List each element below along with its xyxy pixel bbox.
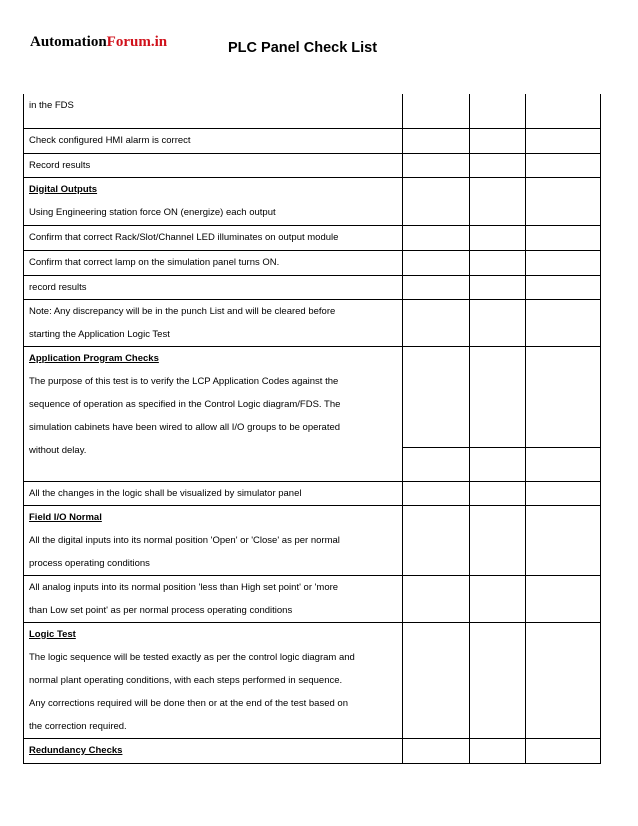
- check-cell[interactable]: [470, 94, 526, 128]
- item-line: Confirm that correct lamp on the simulation panel turns ON.: [29, 256, 280, 268]
- checklist-row: [24, 128, 601, 153]
- checklist-row: [24, 622, 601, 738]
- check-cell[interactable]: [526, 738, 601, 763]
- check-cell[interactable]: [403, 299, 470, 346]
- item-line: normal plant operating conditions, with each steps performed in sequence.: [29, 674, 343, 686]
- item-line: All analog inputs into its normal position 'less than High set point' or 'more: [29, 581, 339, 593]
- item-line: the correction required.: [29, 720, 127, 732]
- section-heading: Field I/O Normal: [29, 511, 102, 523]
- section-heading: Redundancy Checks: [29, 744, 123, 756]
- check-cell[interactable]: [403, 505, 470, 575]
- check-cell[interactable]: [470, 153, 526, 177]
- checklist-row: [24, 481, 601, 505]
- check-cell[interactable]: [470, 622, 526, 738]
- item-line: process operating conditions: [29, 557, 150, 569]
- checklist-row: [24, 346, 601, 481]
- checklist-row: [24, 299, 601, 346]
- check-cell[interactable]: [470, 575, 526, 622]
- checklist-item-text: [24, 622, 403, 738]
- check-cell[interactable]: [526, 250, 601, 275]
- check-cell[interactable]: [403, 128, 470, 153]
- checklist-item-text: [24, 153, 403, 177]
- item-line: than Low set point' as per normal process operating conditions: [29, 604, 293, 616]
- item-line: record results: [29, 281, 87, 293]
- check-cell[interactable]: [470, 250, 526, 275]
- check-cell[interactable]: [403, 225, 470, 250]
- check-cell[interactable]: [526, 94, 601, 128]
- checklist-item-text: [24, 738, 403, 763]
- checklist-item-text: [24, 250, 403, 275]
- logo-text-forum: Forum.in: [106, 34, 168, 50]
- check-cell[interactable]: [526, 575, 601, 622]
- cell-divider: [470, 447, 525, 448]
- check-cell[interactable]: [470, 128, 526, 153]
- checklist-row: [24, 225, 601, 250]
- checklist-item-text: [24, 128, 403, 153]
- checklist-item-text: [24, 575, 403, 622]
- check-cell[interactable]: [526, 346, 601, 481]
- check-cell[interactable]: [526, 299, 601, 346]
- check-cell[interactable]: [526, 275, 601, 299]
- item-line: without delay.: [29, 444, 87, 456]
- check-cell[interactable]: [470, 505, 526, 575]
- item-line: Check configured HMI alarm is correct: [29, 134, 191, 146]
- checklist-body: [24, 94, 601, 763]
- section-heading: Digital Outputs: [29, 183, 98, 195]
- check-cell[interactable]: [403, 575, 470, 622]
- item-line: Note: Any discrepancy will be in the punch List and will be cleared before: [29, 305, 336, 317]
- checklist-row: [24, 738, 601, 763]
- checklist-item-text: [24, 94, 403, 128]
- check-cell[interactable]: [470, 299, 526, 346]
- check-cell[interactable]: [470, 738, 526, 763]
- item-line: All the digital inputs into its normal position 'Open' or 'Close' as per normal: [29, 534, 340, 546]
- checklist-row: [24, 505, 601, 575]
- checklist-row: [24, 177, 601, 225]
- logo-text-automation: Automation: [30, 34, 107, 50]
- checklist-item-text: [24, 225, 403, 250]
- check-cell[interactable]: [470, 275, 526, 299]
- item-line: The purpose of this test is to verify the LCP Application Codes against the: [29, 375, 339, 387]
- site-logo: [30, 34, 167, 51]
- check-cell[interactable]: [403, 153, 470, 177]
- checklist-row: [24, 575, 601, 622]
- checklist-table: [23, 94, 601, 764]
- check-cell[interactable]: [403, 250, 470, 275]
- item-line: simulation cabinets have been wired to allow all I/O groups to be operated: [29, 421, 341, 433]
- check-cell[interactable]: [526, 622, 601, 738]
- item-line: in the FDS: [29, 100, 74, 111]
- check-cell[interactable]: [526, 177, 601, 225]
- check-cell[interactable]: [526, 128, 601, 153]
- check-cell[interactable]: [470, 225, 526, 250]
- item-line: sequence of operation as specified in the Control Logic diagram/FDS. The: [29, 398, 341, 410]
- check-cell[interactable]: [403, 622, 470, 738]
- checklist-row: [24, 250, 601, 275]
- checklist-item-text: [24, 177, 403, 225]
- check-cell[interactable]: [470, 346, 526, 481]
- checklist-row: [24, 153, 601, 177]
- checklist-row: [24, 94, 601, 128]
- checklist-item-text: [24, 481, 403, 505]
- item-line: All the changes in the logic shall be visualized by simulator panel: [29, 487, 302, 499]
- cell-divider: [526, 447, 600, 448]
- item-line: Using Engineering station force ON (energize) each output: [29, 206, 276, 218]
- check-cell[interactable]: [526, 505, 601, 575]
- item-line: Confirm that correct Rack/Slot/Channel LED illuminates on output module: [29, 231, 339, 243]
- check-cell[interactable]: [526, 225, 601, 250]
- checklist-item-text: [24, 505, 403, 575]
- checklist-item-text: [24, 299, 403, 346]
- checklist-row: [24, 275, 601, 299]
- check-cell[interactable]: [403, 94, 470, 128]
- section-heading: Application Program Checks: [29, 352, 159, 364]
- section-heading: Logic Test: [29, 628, 76, 640]
- check-cell[interactable]: [403, 346, 470, 481]
- cell-divider: [403, 447, 469, 448]
- check-cell[interactable]: [470, 481, 526, 505]
- check-cell[interactable]: [403, 275, 470, 299]
- check-cell[interactable]: [526, 481, 601, 505]
- item-line: Record results: [29, 159, 91, 171]
- item-line: The logic sequence will be tested exactly as per the control logic diagram and: [29, 651, 355, 663]
- page-title: PLC Panel Check List: [228, 40, 378, 56]
- check-cell[interactable]: [403, 177, 470, 225]
- checklist-item-text: [24, 346, 403, 481]
- check-cell[interactable]: [403, 738, 470, 763]
- check-cell[interactable]: [403, 481, 470, 505]
- checklist-item-text: [24, 275, 403, 299]
- item-line: starting the Application Logic Test: [29, 328, 170, 340]
- item-line: Any corrections required will be done then or at the end of the test based on: [29, 697, 348, 709]
- check-cell[interactable]: [470, 177, 526, 225]
- check-cell[interactable]: [526, 153, 601, 177]
